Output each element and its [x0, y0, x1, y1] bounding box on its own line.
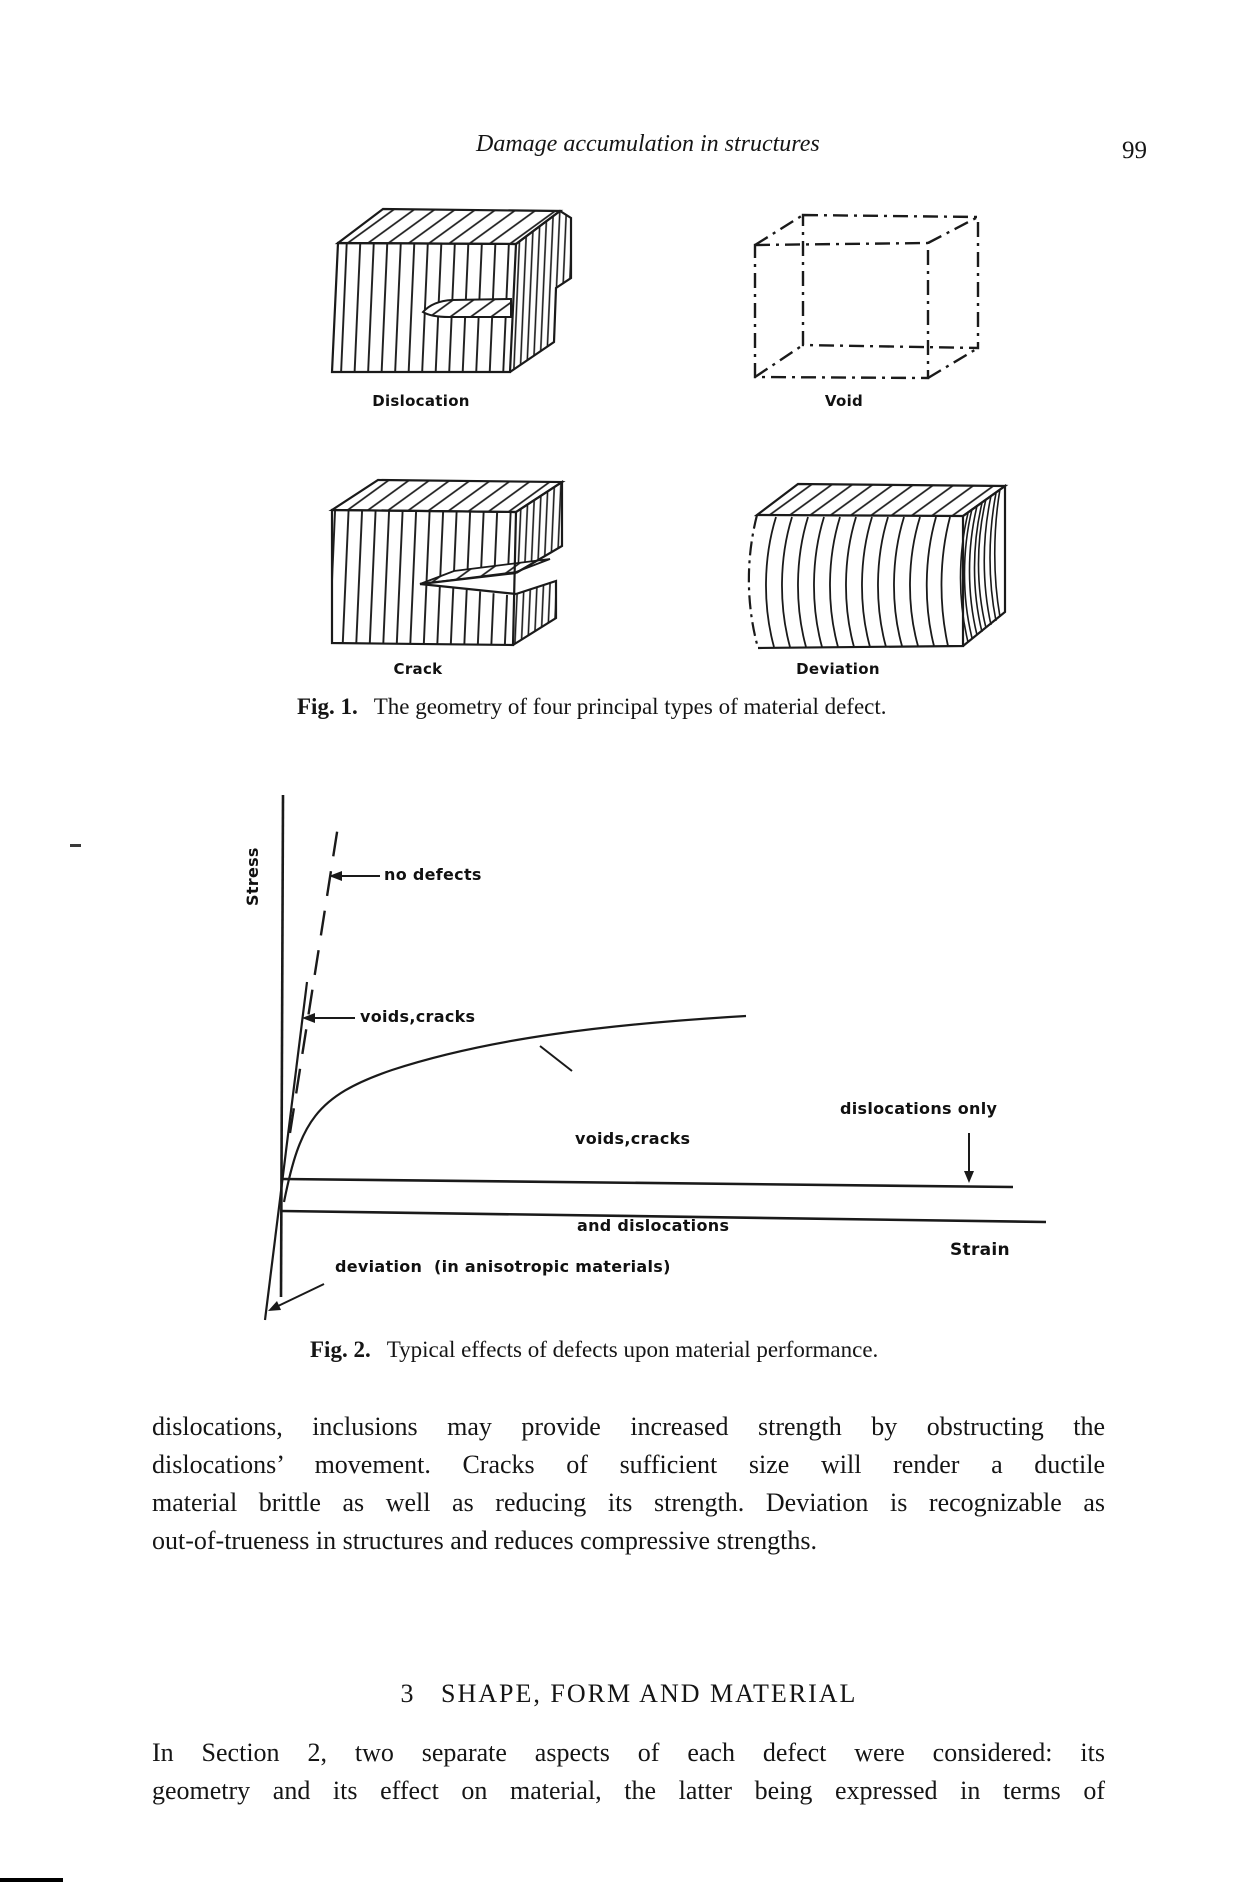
page-number: 99	[1122, 137, 1147, 164]
figure2-caption-text: Typical effects of defects upon material performance.	[386, 1337, 879, 1362]
figure1-caption	[297, 694, 887, 720]
figure1-caption-text: The geometry of four principal types of material defect.	[373, 694, 887, 719]
figure2-caption	[310, 1337, 878, 1363]
crack-block-drawing	[332, 480, 562, 645]
deviation-block-drawing	[749, 484, 1005, 648]
voids-cracks-dislocations-line2: and dislocations	[577, 1216, 730, 1235]
y-axis-label: Stress	[243, 847, 262, 906]
voids-cracks-dislocations-line1: voids,cracks	[575, 1129, 691, 1148]
dislocation-block-drawing	[332, 209, 571, 372]
body-paragraph1-line4: out-of-trueness in structures and reduces compressive strengths.	[152, 1526, 817, 1555]
void-label: Void	[824, 392, 864, 410]
body-paragraph2-line2: geometry and its effect on material, the latter being expressed in terms of	[152, 1776, 1105, 1805]
crack-label: Crack	[393, 660, 443, 678]
scan-margin-dash	[70, 844, 81, 847]
deviation-note-label: deviation (in anisotropic materials)	[335, 1257, 671, 1276]
dislocation-label: Dislocation	[372, 392, 470, 410]
dislocations-only-label: dislocations only	[840, 1099, 998, 1118]
body-paragraph1-line1: dislocations, inclusions may provide increased strength by obstructing the	[152, 1412, 1105, 1441]
voids-cracks-label: voids,cracks	[360, 1007, 476, 1026]
scan-corner-mark	[0, 1878, 63, 1882]
x-axis-label: Strain	[950, 1240, 1010, 1260]
body-paragraph1-line2: dislocations’ movement. Cracks of sufficient size will render a ductile	[152, 1450, 1105, 1479]
running-head: Damage accumulation in structures	[476, 131, 820, 157]
body-paragraph2-line1: In Section 2, two separate aspects of each defect were considered: its	[152, 1738, 1105, 1767]
body-paragraph1-line3: material brittle as well as reducing its strength. Deviation is recognizable as	[152, 1488, 1105, 1517]
void-box-drawing	[755, 215, 978, 378]
section-heading: 3 SHAPE, FORM AND MATERIAL	[400, 1679, 858, 1708]
figure1-caption-number: Fig. 1.	[297, 694, 358, 719]
figure2-caption-number: Fig. 2.	[310, 1337, 371, 1362]
no-defects-label: no defects	[384, 865, 482, 884]
deviation-label: Deviation	[796, 660, 880, 678]
